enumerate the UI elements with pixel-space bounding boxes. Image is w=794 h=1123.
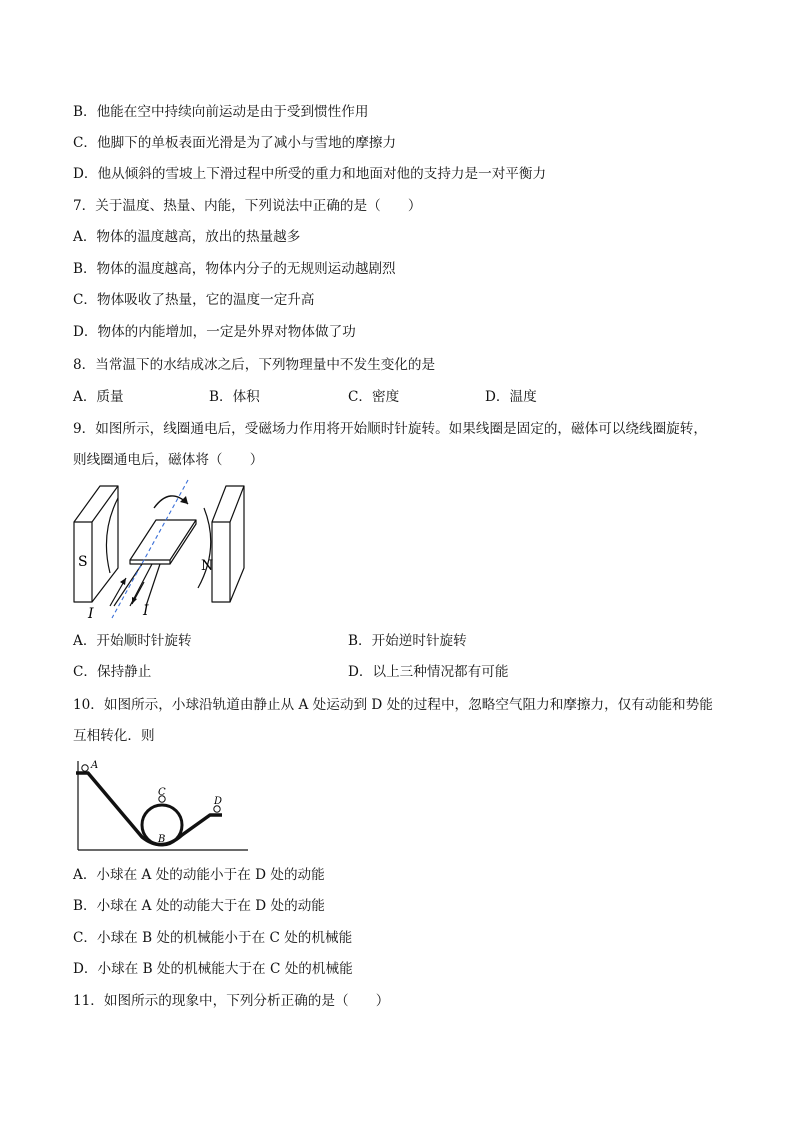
q8-option-a: A．质量: [73, 389, 124, 405]
q6-option-d: D．他从倾斜的雪坡上下滑过程中所受的重力和地面对他的支持力是一对平衡力: [73, 166, 547, 182]
q9-option-a: A．开始顺时针旋转: [73, 633, 192, 649]
q10-option-c: C．小球在 B 处的机械能小于在 C 处的机械能: [73, 930, 353, 946]
coil-lead-left: [114, 564, 142, 606]
q7-option-d: D．物体的内能增加，一定是外界对物体做了功: [73, 324, 356, 340]
q10-track-figure: [70, 757, 250, 855]
q7-stem: 7．关于温度、热量、内能，下列说法中正确的是（ ）: [73, 198, 422, 214]
label-c: C: [158, 787, 166, 798]
q8-option-d: D．温度: [485, 389, 537, 405]
q9-coil-magnet-figure: [70, 478, 250, 622]
q10-option-a: A．小球在 A 处的动能小于在 D 处的动能: [73, 867, 325, 883]
q8-option-b: B．体积: [209, 389, 260, 405]
label-current-1: I: [88, 606, 94, 622]
label-current-2: I: [143, 603, 149, 619]
label-b: B: [158, 834, 166, 845]
q10-option-d: D．小球在 B 处的机械能大于在 C 处的机械能: [73, 961, 353, 977]
q9-stem-line1: 9．如图所示，线圈通电后，受磁场力作用将开始顺时针旋转。如果线圈是固定的，磁体可以绕线圈旋转，: [73, 421, 707, 437]
q10-option-b: B．小球在 A 处的动能大于在 D 处的动能: [73, 898, 325, 914]
n-pole-arc: [198, 508, 214, 588]
q9-option-d: D．以上三种情况都有可能: [348, 664, 509, 680]
q8-stem: 8．当常温下的水结成冰之后，下列物理量中不发生变化的是: [73, 357, 436, 373]
label-s: S: [78, 554, 88, 570]
label-d: D: [214, 796, 223, 807]
q9-option-b: B．开始逆时针旋转: [348, 633, 467, 649]
s-pole-arc: [106, 498, 118, 573]
q9-stem-line2: 则线圈通电后，磁体将（ ）: [73, 452, 264, 468]
q7-option-b: B．物体的温度越高，物体内分子的无规则运动越剧烈: [73, 261, 396, 277]
q7-option-a: A．物体的温度越高，放出的热量越多: [73, 229, 301, 245]
q10-stem-line2: 互相转化．则: [73, 728, 155, 744]
s-magnet-top: [74, 486, 118, 522]
q7-option-c: C．物体吸收了热量，它的温度一定升高: [73, 292, 315, 308]
q6-option-c: C．他脚下的单板表面光滑是为了减小与雪地的摩擦力: [73, 135, 397, 151]
label-a: A: [91, 760, 99, 771]
label-n: N: [201, 558, 214, 574]
q11-stem: 11．如图所示的现象中，下列分析正确的是（ ）: [73, 993, 390, 1009]
n-magnet-top: [212, 486, 244, 522]
q6-option-b: B．他能在空中持续向前运动是由于受到惯性作用: [73, 104, 369, 120]
n-magnet-face: [212, 522, 230, 602]
ball-a-icon: [82, 765, 88, 771]
q8-option-c: C．密度: [348, 389, 400, 405]
q10-stem-line1: 10．如图所示，小球沿轨道由静止从 A 处运动到 D 处的过程中，忽略空气阻力和摩擦力，仅有动能和势能: [73, 697, 713, 713]
q9-option-c: C．保持静止: [73, 664, 152, 680]
